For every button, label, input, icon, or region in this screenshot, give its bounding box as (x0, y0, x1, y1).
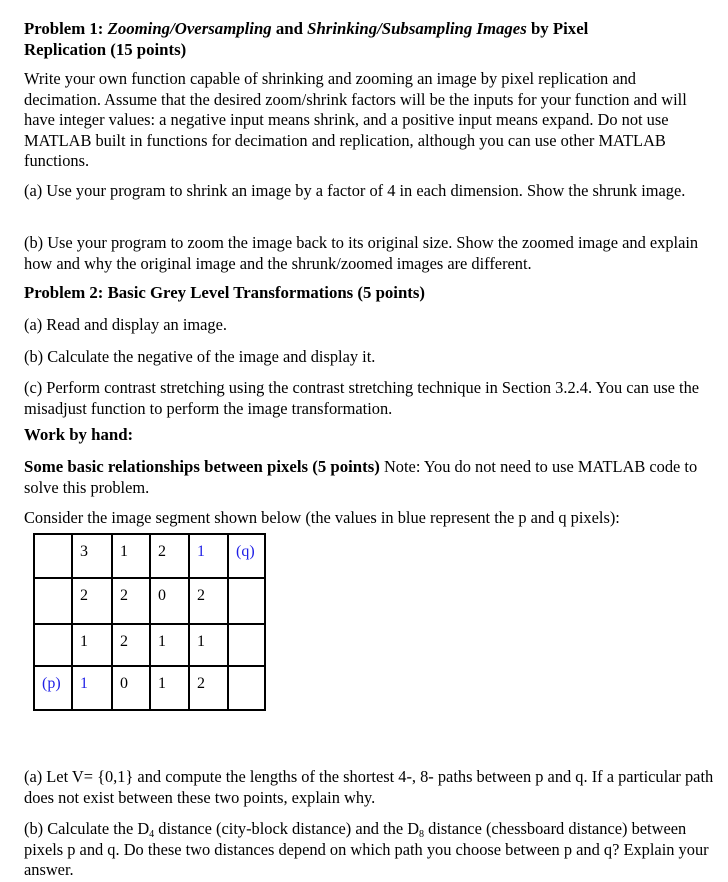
cell-value: 2 (120, 633, 128, 650)
grid-cell (112, 624, 150, 666)
work-part-b (24, 819, 716, 881)
work-title: Work by hand: (24, 425, 134, 444)
cell-value: (p) (42, 675, 61, 692)
grid-cell (228, 666, 265, 710)
grid-cell (228, 534, 265, 578)
work-subtitle (24, 457, 716, 498)
grid-cell (189, 624, 228, 666)
grid-cell (189, 578, 228, 624)
problem2-title: Problem 2: Basic Grey Level Transformations (5 points) (24, 283, 426, 302)
grid-cell (189, 666, 228, 710)
pixel-grid (33, 533, 266, 711)
grid-row (34, 624, 265, 666)
title-part: and (271, 19, 308, 38)
problem2-part-c: (c) Perform contrast stretching using the contrast stretching technique in Section 3.2.4. You can use the misadjust function to perform the image transformation. (24, 378, 700, 418)
problem1-body: Write your own function capable of shrinking and zooming an image by pixel replication and decimation. Assume that the desired zoom/shrink factors will be the inputs for your function and will have integer values: a negative input means shrink, and a positive input means expand. Do not use MATLAB built in functions for decimation and replication, although you can use other MATLAB functions. (24, 69, 687, 170)
grid-cell (150, 666, 189, 710)
subscript: 8 (419, 829, 425, 840)
cell-value: 0 (120, 675, 128, 692)
grid-cell (228, 624, 265, 666)
title-part: by Pixel Replication (15 points) (24, 19, 589, 59)
grid-cell (72, 624, 112, 666)
cell-value: 2 (197, 675, 205, 692)
cell-value: 1 (158, 675, 166, 692)
cell-value (35, 579, 71, 586)
grid-cell (112, 534, 150, 578)
cell-value: 1 (120, 543, 128, 560)
grid-cell (34, 666, 72, 710)
title-part: Shrinking/Subsampling Images (307, 19, 527, 38)
work-part-a: (a) Let V= {0,1} and compute the lengths of the shortest 4-, 8- paths between p and q. If a particular path does not exist between these two points, explain why. (24, 767, 714, 807)
grid-cell (34, 534, 72, 578)
grid-cell (72, 578, 112, 624)
title-part: Problem 1: (24, 19, 108, 38)
cell-value: 1 (197, 633, 205, 650)
grid-cell (72, 666, 112, 710)
problem1-part-b: (b) Use your program to zoom the image back to its original size. Show the zoomed image and explain how and why the original image and the shrunk/zoomed images are different. (24, 233, 699, 273)
grid-cell (150, 578, 189, 624)
problem1-part-a: (a) Use your program to shrink an image by a factor of 4 in each dimension. Show the shrunk image. (24, 181, 686, 200)
cell-value (229, 625, 264, 632)
grid-cell (189, 534, 228, 578)
problem2-part-a: (a) Read and display an image. (24, 315, 227, 334)
cell-value: 3 (80, 543, 88, 560)
grid-cell (72, 534, 112, 578)
grid-cell (228, 578, 265, 624)
grid-row (34, 534, 265, 578)
consider-text: Consider the image segment shown below (the values in blue represent the p and q pixels): (24, 508, 620, 527)
subtitle-bold: Some basic relationships between pixels (5 points) (24, 457, 380, 476)
grid-row (34, 578, 265, 624)
cell-value: 0 (158, 587, 166, 604)
grid-cell (112, 666, 150, 710)
cell-value: (q) (236, 543, 255, 560)
subscript: 4 (149, 829, 155, 840)
subtitle-note: Note: You do not need to use MATLAB code to solve this problem. (24, 457, 698, 497)
cell-value: 1 (80, 675, 88, 692)
cell-value: 1 (80, 633, 88, 650)
grid-cell (112, 578, 150, 624)
cell-value: 2 (158, 543, 166, 560)
grid-cell (150, 624, 189, 666)
cell-value: 2 (80, 587, 88, 604)
cell-value: 2 (197, 587, 205, 604)
grid-cell (34, 578, 72, 624)
text: (b) Calculate the D (24, 819, 150, 838)
text: distance (city-block distance) and the D (154, 819, 420, 838)
text: distance (chessboard distance) between pixels p and q. Do these two distances depend on which path you choose between p and q? Explain your answer. (24, 819, 709, 879)
problem2-part-b: (b) Calculate the negative of the image and display it. (24, 347, 376, 366)
cell-value: 2 (120, 587, 128, 604)
grid-cell (150, 534, 189, 578)
cell-value (229, 667, 264, 674)
problem1-title (24, 19, 664, 60)
cell-value: 1 (197, 543, 205, 560)
cell-value: 1 (158, 633, 166, 650)
title-part: Zooming/Oversampling (107, 19, 272, 38)
grid-cell (34, 624, 72, 666)
grid-row (34, 666, 265, 710)
cell-value (229, 579, 264, 586)
cell-value (35, 535, 71, 542)
cell-value (35, 625, 71, 632)
